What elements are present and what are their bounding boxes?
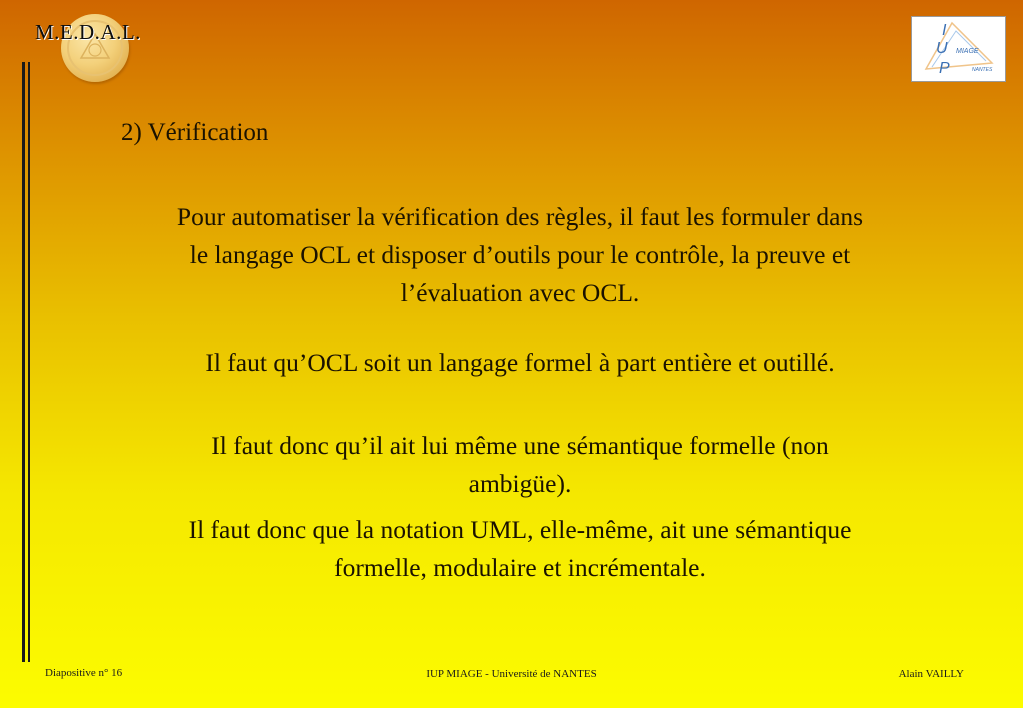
body-paragraph-2: Il faut qu’OCL soit un langage formel à part entière et outillé. xyxy=(205,348,835,377)
footer-slide-number: Diapositive n° 16 xyxy=(45,667,123,679)
footer-author: Alain VAILLY xyxy=(898,668,964,680)
iup-miage-logo xyxy=(911,16,1006,82)
logo-letter-u: U xyxy=(936,40,948,57)
logo-word-miage: MIAGE xyxy=(956,48,979,55)
logo-letter-p: P xyxy=(939,60,950,77)
footer-institution: IUP MIAGE - Université de NANTES xyxy=(426,668,597,680)
left-double-rule xyxy=(22,62,30,662)
brand-title: M.E.D.A.L. xyxy=(35,20,141,44)
body-paragraph-1: Pour automatiser la vérification des règles, il faut les formuler dans le langage OCL et disposer d’outils pour le contrôle, la preuve et l’évaluation avec OCL. xyxy=(176,202,864,307)
logo-word-nantes: NANTES xyxy=(972,67,993,73)
body-paragraph-3: Il faut donc qu’il ait lui même une sémantique formelle (non ambigüe). xyxy=(211,431,829,498)
logo-letter-i: I xyxy=(942,22,947,39)
body-paragraph-4: Il faut donc que la notation UML, elle-même, ait une sémantique formelle, modulaire et incrémentale. xyxy=(188,515,852,582)
section-title: 2) Vérification xyxy=(121,119,269,146)
